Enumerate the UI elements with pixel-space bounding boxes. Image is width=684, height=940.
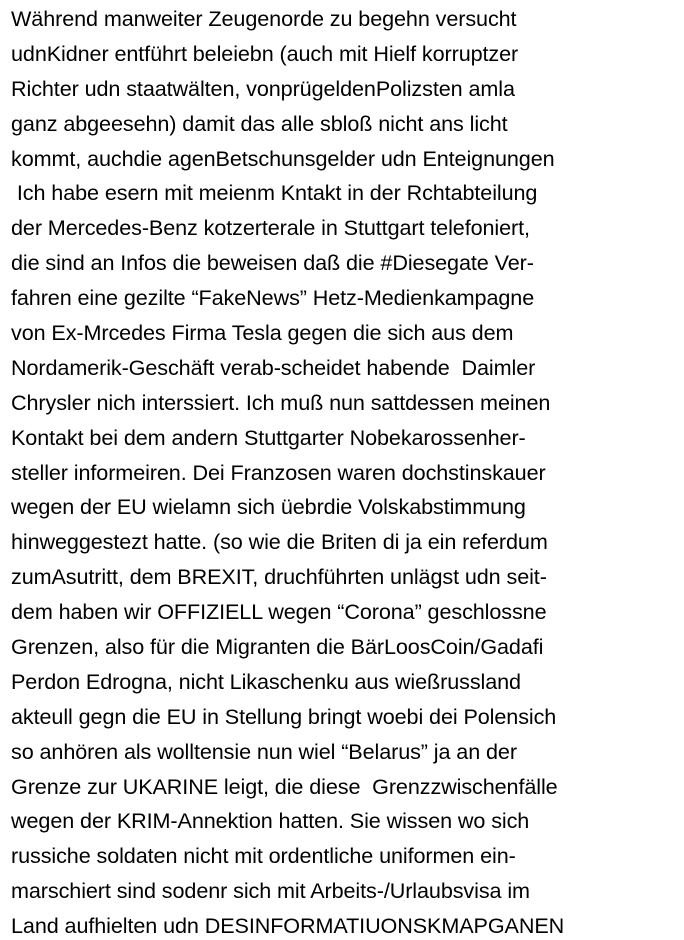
text-line: die sind an Infos die beweisen daß die #Diesegate Ver- [11,250,534,276]
text-line: marschiert sind sodenr sich mit Arbeits-/Urlaubsvisa im [11,878,530,904]
text-line: Perdon Edrogna, nicht Likaschenku aus wießrussland [11,668,521,694]
text-line: Chrysler nich interssiert. Ich muß nun sattdessen meinen [11,389,551,415]
text-line: Während manweiter Zeugenorde zu begehn versucht [11,6,517,31]
text-line: wegen der EU wielamn sich üebrdie Volskabstimmung [11,494,526,520]
text-line: Grenze zur UKARINE leigt, die diese Grenzzwischenfälle [11,773,558,799]
text-line: Grenzen, also für die Migranten die BärLoosCoin/Gadafi [11,634,544,660]
text-line: Richter udn staatwälten, vonprügeldenPolizsten amla [11,75,515,101]
text-line: hinweggestezt hatte. (so wie die Briten di ja ein referdum [11,529,548,555]
text-line: so anhören als wolltensie nun wiel “Belarus” ja an der [11,738,517,764]
text-line: steller informeiren. Dei Franzosen waren dochstinskauer [11,459,546,485]
text-line: fahren eine gezilte “FakeNews” Hetz-Medienkampagne [11,285,535,311]
text-line: von Ex-Mrcedes Firma Tesla gegen die sich aus dem [11,320,514,346]
text-line: akteull gegn die EU in Stellung bringt woebi dei Polensich [11,703,557,729]
text-line: Nordamerik-Geschäft verab-scheidet habende Daimler [11,354,536,380]
text-line: zumAsutritt, dem BREXIT, druchführten unlägst udn seit- [11,564,547,590]
body-text [11,2,679,940]
text-line: ganz abgeesehn) damit das alle sbloß nicht ans licht [11,110,508,136]
text-line: der Mercedes-Benz kotzerterale in Stuttgart telefoniert, [11,215,530,241]
text-line: udnKidner entführt beleiebn (auch mit Hielf korruptzer [11,40,519,66]
text-line: Ich habe esern mit meienm Kntakt in der Rchtabteilung [11,180,538,206]
text-line: Land aufhielten udn DESINFORMATIUONSKMAPGANEN [11,913,565,939]
text-line: dem haben wir OFFIZIELL wegen “Corona” geschlossne [11,599,547,625]
text-line: wegen der KRIM-Annektion hatten. Sie wissen wo sich [11,808,530,834]
text-line: Kontakt bei dem andern Stuttgarter Nobekarossenher- [11,424,526,450]
text-line: kommt, auchdie agenBetschunsgelder udn Enteignungen [11,145,555,171]
text-line: russiche soldaten nicht mit ordentliche uniformen ein- [11,843,516,869]
